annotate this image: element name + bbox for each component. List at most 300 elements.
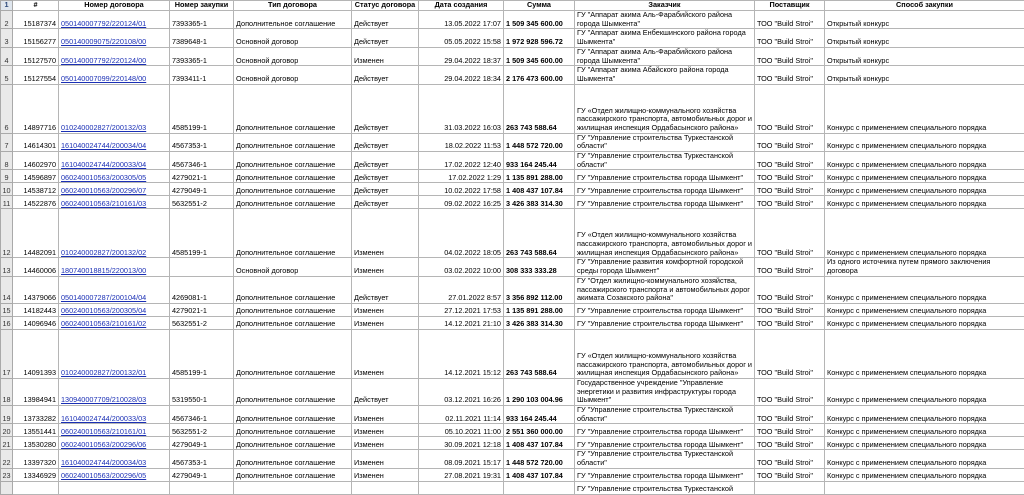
cell-id[interactable]: 14897716	[13, 84, 59, 133]
cell-purchase-number[interactable]: 4279021-1	[170, 170, 234, 183]
cell-purchase-number[interactable]: 4279049-1	[170, 468, 234, 481]
cell-contract-type[interactable]: Дополнительное соглашение	[234, 303, 352, 316]
cell-created-date[interactable]: 17.02.2022 12:40	[419, 152, 504, 170]
cell-id[interactable]: 14379066	[13, 276, 59, 303]
cell-purchase-method[interactable]: Открытый конкурс	[825, 47, 1024, 65]
cell-contract-number[interactable]	[59, 11, 170, 29]
cell-id[interactable]: 13346929	[13, 468, 59, 481]
cell-customer[interactable]: ГУ "Аппарат акима Аль-Фарабийского района города Шымкента"	[575, 11, 755, 29]
contract-link[interactable]: 060240010563/200305/04	[61, 306, 147, 316]
cell-contract-type[interactable]: Дополнительное соглашение	[234, 11, 352, 29]
cell-created-date[interactable]: 14.12.2021 15:12	[419, 329, 504, 378]
cell-contract-status[interactable]: Изменен	[352, 303, 419, 316]
cell-purchase-method[interactable]: Конкурс с применением специального порядка	[825, 183, 1024, 196]
cell-contract-status[interactable]: Изменен	[352, 406, 419, 424]
cell-purchase-method[interactable]	[825, 481, 1024, 494]
cell-customer[interactable]: ГУ "Аппарат акима Абайского района города Шымкента"	[575, 66, 755, 84]
cell-purchase-number[interactable]: 4279049-1	[170, 183, 234, 196]
cell-contract-status[interactable]: Изменен	[352, 424, 419, 437]
cell-contract-type[interactable]: Дополнительное соглашение	[234, 437, 352, 450]
cell-contract-status[interactable]: Действует	[352, 11, 419, 29]
row-number[interactable]: 5	[1, 66, 13, 84]
cell-customer[interactable]: ГУ "Управление строительства города Шымкент"	[575, 303, 755, 316]
cell-contract-status[interactable]: Действует	[352, 152, 419, 170]
cell-supplier[interactable]: ТОО "Build Stroi"	[755, 66, 825, 84]
cell-amount[interactable]: 1 290 103 004.96	[504, 378, 575, 405]
contract-link[interactable]: 161040024744/200034/04	[61, 141, 147, 151]
table-row	[1, 303, 1024, 316]
contract-link[interactable]: 050140007287/200104/04	[61, 293, 147, 303]
row-number[interactable]: 2	[1, 11, 13, 29]
cell-purchase-method[interactable]: Конкурс с применением специального порядка	[825, 170, 1024, 183]
row-number[interactable]: 4	[1, 47, 13, 65]
cell-id[interactable]: 14596897	[13, 170, 59, 183]
cell-purchase-number[interactable]: 4585199-1	[170, 329, 234, 378]
cell-contract-number[interactable]	[59, 258, 170, 276]
row-number[interactable]: 18	[1, 378, 13, 405]
cell-contract-number[interactable]	[59, 183, 170, 196]
cell-created-date[interactable]: 09.02.2022 16:25	[419, 196, 504, 209]
cell-supplier[interactable]: ТОО "Build Stroi"	[755, 209, 825, 258]
contract-link[interactable]: 010240002827/200132/02	[61, 247, 147, 257]
cell-purchase-number[interactable]: 4567353-1	[170, 450, 234, 468]
row-number[interactable]: 7	[1, 133, 13, 151]
cell-contract-type[interactable]: Основной договор	[234, 29, 352, 47]
table-row	[1, 437, 1024, 450]
cell-purchase-number[interactable]: 4269081-1	[170, 276, 234, 303]
cell-contract-type[interactable]	[234, 481, 352, 494]
cell-contract-status[interactable]: Действует	[352, 183, 419, 196]
cell-supplier[interactable]: ТОО "Build Stroi"	[755, 424, 825, 437]
cell-supplier[interactable]: ТОО "Build Stroi"	[755, 183, 825, 196]
table-row	[1, 258, 1024, 276]
cell-contract-type[interactable]: Дополнительное соглашение	[234, 450, 352, 468]
column-header-contract-number[interactable]: Номер договора	[59, 1, 170, 11]
cell-contract-status[interactable]: Изменен	[352, 437, 419, 450]
cell-purchase-number[interactable]: 5319550-1	[170, 378, 234, 405]
cell-customer[interactable]: ГУ «Отдел жилищно-коммунального хозяйства пассажирского транспорта, автомобильных дорог и жилищная инспекция Ордабасынского района»	[575, 209, 755, 258]
cell-purchase-number[interactable]	[170, 258, 234, 276]
cell-purchase-number[interactable]: 4279049-1	[170, 437, 234, 450]
column-header-created-date[interactable]: Дата создания	[419, 1, 504, 11]
cell-contract-number[interactable]	[59, 170, 170, 183]
cell-purchase-method[interactable]: Конкурс с применением специального порядка	[825, 450, 1024, 468]
cell-contract-number[interactable]	[59, 316, 170, 329]
contract-link[interactable]: 060240010563/200305/05	[61, 172, 147, 182]
cell-supplier[interactable]: ТОО "Build Stroi"	[755, 437, 825, 450]
cell-purchase-method[interactable]: Конкурс с применением специального порядка	[825, 196, 1024, 209]
cell-contract-number[interactable]	[59, 468, 170, 481]
column-header-purchase-number[interactable]: Номер закупки	[170, 1, 234, 11]
cell-created-date[interactable]: 03.02.2022 10:00	[419, 258, 504, 276]
cell-created-date[interactable]: 03.12.2021 16:26	[419, 378, 504, 405]
cell-purchase-number[interactable]: 5632551-2	[170, 316, 234, 329]
cell-amount[interactable]: 1 408 437 107.84	[504, 183, 575, 196]
cell-created-date[interactable]: 31.03.2022 16:03	[419, 84, 504, 133]
cell-created-date[interactable]: 29.04.2022 18:34	[419, 66, 504, 84]
cell-amount[interactable]: 263 743 588.64	[504, 84, 575, 133]
row-number[interactable]: 13	[1, 258, 13, 276]
cell-created-date[interactable]: 13.05.2022 17:07	[419, 11, 504, 29]
row-number[interactable]: 22	[1, 450, 13, 468]
cell-contract-number[interactable]	[59, 29, 170, 47]
cell-contract-type[interactable]: Дополнительное соглашение	[234, 152, 352, 170]
cell-id[interactable]: 15127554	[13, 66, 59, 84]
cell-amount[interactable]: 263 743 588.64	[504, 329, 575, 378]
cell-supplier[interactable]: ТОО "Build Stroi"	[755, 84, 825, 133]
cell-amount[interactable]	[504, 481, 575, 494]
cell-contract-type[interactable]: Дополнительное соглашение	[234, 406, 352, 424]
cell-amount[interactable]: 263 743 588.64	[504, 209, 575, 258]
cell-contract-status[interactable]: Изменен	[352, 316, 419, 329]
cell-created-date[interactable]: 27.01.2022 8:57	[419, 276, 504, 303]
cell-customer[interactable]: ГУ «Отдел жилищно-коммунального хозяйства пассажирского транспорта, автомобильных дорог и жилищная инспекция Ордабасынского района»	[575, 329, 755, 378]
cell-contract-number[interactable]	[59, 378, 170, 405]
row-number[interactable]: 20	[1, 424, 13, 437]
cell-supplier[interactable]: ТОО "Build Stroi"	[755, 258, 825, 276]
cell-customer[interactable]: ГУ "Управление строительства Туркестанской	[575, 481, 755, 494]
cell-purchase-method[interactable]: Конкурс с применением специального порядка	[825, 133, 1024, 151]
cell-contract-type[interactable]: Дополнительное соглашение	[234, 209, 352, 258]
cell-amount[interactable]: 308 333 333.28	[504, 258, 575, 276]
contract-link[interactable]: 050140007792/220124/00	[61, 55, 147, 65]
cell-id[interactable]: 15187374	[13, 11, 59, 29]
cell-purchase-number[interactable]: 5632551-2	[170, 424, 234, 437]
cell-contract-number[interactable]	[59, 406, 170, 424]
cell-supplier[interactable]: ТОО "Build Stroi"	[755, 450, 825, 468]
cell-created-date[interactable]: 30.09.2021 12:18	[419, 437, 504, 450]
cell-contract-number[interactable]	[59, 303, 170, 316]
cell-purchase-number[interactable]: 4567346-1	[170, 406, 234, 424]
cell-id[interactable]	[13, 481, 59, 494]
row-number[interactable]: 12	[1, 209, 13, 258]
cell-purchase-number[interactable]: 4567346-1	[170, 152, 234, 170]
column-header-hash[interactable]: #	[13, 1, 59, 11]
header-row	[1, 1, 1024, 11]
cell-contract-type[interactable]: Дополнительное соглашение	[234, 378, 352, 405]
cell-amount[interactable]: 1 135 891 288.00	[504, 170, 575, 183]
cell-purchase-number[interactable]: 4585199-1	[170, 84, 234, 133]
cell-purchase-method[interactable]: Конкурс с применением специального порядка	[825, 152, 1024, 170]
cell-contract-number[interactable]	[59, 437, 170, 450]
cell-customer[interactable]: ГУ "Управление строительства города Шымкент"	[575, 316, 755, 329]
cell-amount[interactable]: 3 426 383 314.30	[504, 316, 575, 329]
table-row	[1, 378, 1024, 405]
contract-link[interactable]: 130940007709/210028/03	[61, 395, 147, 405]
cell-created-date[interactable]: 29.04.2022 18:37	[419, 47, 504, 65]
table-body	[1, 11, 1024, 495]
cell-contract-number[interactable]	[59, 133, 170, 151]
cell-amount[interactable]: 933 164 245.44	[504, 406, 575, 424]
cell-customer[interactable]: ГУ "Управление строительства города Шымкент"	[575, 424, 755, 437]
cell-contract-type[interactable]: Дополнительное соглашение	[234, 84, 352, 133]
cell-contract-number[interactable]	[59, 329, 170, 378]
cell-purchase-number[interactable]: 4279021-1	[170, 303, 234, 316]
cell-customer[interactable]: ГУ "Отдел жилищно-коммунального хозяйства, пассажирского транспорта и автомобильных дорог акимата Созакского района"	[575, 276, 755, 303]
contract-link[interactable]: 050140007792/220124/01	[61, 18, 147, 28]
cell-amount[interactable]: 933 164 245.44	[504, 152, 575, 170]
cell-id[interactable]: 14091393	[13, 329, 59, 378]
cell-purchase-number[interactable]: 5632551-2	[170, 196, 234, 209]
cell-supplier[interactable]	[755, 481, 825, 494]
cell-created-date[interactable]: 08.09.2021 15:17	[419, 450, 504, 468]
column-header-purchase-method[interactable]: Способ закупки	[825, 1, 1024, 11]
cell-amount[interactable]: 1 972 928 596.72	[504, 29, 575, 47]
row-number[interactable]: 23	[1, 468, 13, 481]
cell-id[interactable]: 14522876	[13, 196, 59, 209]
contract-link[interactable]: 060240010563/200296/06	[61, 439, 147, 449]
cell-customer[interactable]: ГУ "Управление строительства города Шымкент"	[575, 170, 755, 183]
cell-contract-type[interactable]: Дополнительное соглашение	[234, 276, 352, 303]
cell-contract-status[interactable]: Действует	[352, 170, 419, 183]
cell-amount[interactable]: 1 448 572 720.00	[504, 133, 575, 151]
cell-purchase-number[interactable]: 4567353-1	[170, 133, 234, 151]
cell-purchase-number[interactable]: 7389648-1	[170, 29, 234, 47]
cell-id[interactable]: 13984941	[13, 378, 59, 405]
table-row	[1, 47, 1024, 65]
cell-purchase-method[interactable]: Из одного источника путем прямого заключения договора	[825, 258, 1024, 276]
cell-purchase-method[interactable]: Конкурс с применением специального порядка	[825, 84, 1024, 133]
cell-purchase-method[interactable]: Открытый конкурс	[825, 66, 1024, 84]
column-header-supplier[interactable]: Поставщик	[755, 1, 825, 11]
cell-purchase-method[interactable]: Конкурс с применением специального порядка	[825, 209, 1024, 258]
cell-contract-status[interactable]: Изменен	[352, 209, 419, 258]
cell-contract-status[interactable]: Изменен	[352, 329, 419, 378]
cell-contract-type[interactable]: Основной договор	[234, 66, 352, 84]
cell-amount[interactable]: 1 135 891 288.00	[504, 303, 575, 316]
cell-customer[interactable]: ГУ "Управление строительства Туркестанской области"	[575, 406, 755, 424]
cell-contract-number[interactable]	[59, 84, 170, 133]
cell-purchase-method[interactable]: Конкурс с применением специального порядка	[825, 316, 1024, 329]
cell-contract-status[interactable]: Действует	[352, 84, 419, 133]
cell-created-date[interactable]: 27.12.2021 17:53	[419, 303, 504, 316]
cell-amount[interactable]: 2 176 473 600.00	[504, 66, 575, 84]
cell-customer[interactable]: Государственное учреждение "Управление энергетики и развития инфраструктуры города Шымкент"	[575, 378, 755, 405]
cell-id[interactable]: 13530280	[13, 437, 59, 450]
table-row	[1, 424, 1024, 437]
cell-contract-number[interactable]	[59, 66, 170, 84]
contract-link[interactable]: 060240010563/200296/05	[61, 471, 147, 481]
row-number[interactable]: 6	[1, 84, 13, 133]
cell-supplier[interactable]: ТОО "Build Stroi"	[755, 29, 825, 47]
contract-link[interactable]: 050140007099/220148/00	[61, 73, 147, 83]
cell-contract-status[interactable]: Изменен	[352, 450, 419, 468]
column-header-customer[interactable]: Заказчик	[575, 1, 755, 11]
cell-amount[interactable]: 1 509 345 600.00	[504, 11, 575, 29]
cell-contract-type[interactable]: Дополнительное соглашение	[234, 196, 352, 209]
cell-customer[interactable]: ГУ "Управление строительства Туркестанской области"	[575, 450, 755, 468]
cell-supplier[interactable]: ТОО "Build Stroi"	[755, 329, 825, 378]
cell-amount[interactable]: 1 408 437 107.84	[504, 468, 575, 481]
cell-id[interactable]: 13733282	[13, 406, 59, 424]
contract-link[interactable]: 060240010563/210161/01	[61, 426, 147, 436]
cell-contract-number[interactable]	[59, 209, 170, 258]
cell-supplier[interactable]: ТОО "Build Stroi"	[755, 170, 825, 183]
cell-purchase-number[interactable]: 4585199-1	[170, 209, 234, 258]
cell-contract-type[interactable]: Дополнительное соглашение	[234, 329, 352, 378]
row-number[interactable]: 1	[1, 1, 13, 11]
cell-purchase-number[interactable]: 7393411-1	[170, 66, 234, 84]
contract-link[interactable]: 010240002827/200132/01	[61, 368, 147, 378]
cell-contract-number[interactable]	[59, 276, 170, 303]
cell-customer[interactable]: ГУ "Аппарат акима Енбекшинского района города Шымкента"	[575, 29, 755, 47]
cell-created-date[interactable]: 10.02.2022 17:58	[419, 183, 504, 196]
cell-contract-type[interactable]: Дополнительное соглашение	[234, 316, 352, 329]
cell-customer[interactable]: ГУ "Управление строительства Туркестанской области"	[575, 152, 755, 170]
cell-id[interactable]: 13397320	[13, 450, 59, 468]
cell-created-date[interactable]: 17.02.2022 1:29	[419, 170, 504, 183]
cell-amount[interactable]: 1 408 437 107.84	[504, 437, 575, 450]
cell-supplier[interactable]: ТОО "Build Stroi"	[755, 133, 825, 151]
cell-purchase-number[interactable]: 7393365-1	[170, 47, 234, 65]
cell-purchase-method[interactable]: Конкурс с применением специального порядка	[825, 329, 1024, 378]
cell-purchase-method[interactable]: Конкурс с применением специального порядка	[825, 276, 1024, 303]
cell-contract-status[interactable]: Действует	[352, 29, 419, 47]
cell-id[interactable]: 14460006	[13, 258, 59, 276]
cell-purchase-method[interactable]: Конкурс с применением специального порядка	[825, 468, 1024, 481]
cell-customer[interactable]: ГУ "Аппарат акима Аль-Фарабийского района города Шымкента"	[575, 47, 755, 65]
row-number[interactable]: 10	[1, 183, 13, 196]
table-row	[1, 450, 1024, 468]
table-row	[1, 183, 1024, 196]
contract-link[interactable]: 161040024744/200034/03	[61, 458, 147, 468]
cell-purchase-method[interactable]: Открытый конкурс	[825, 11, 1024, 29]
cell-contract-type[interactable]: Дополнительное соглашение	[234, 424, 352, 437]
cell-id[interactable]: 14538712	[13, 183, 59, 196]
cell-contract-number[interactable]	[59, 450, 170, 468]
cell-contract-status[interactable]: Действует	[352, 133, 419, 151]
contract-link[interactable]: 060240010563/210161/02	[61, 319, 147, 329]
cell-customer[interactable]: ГУ "Управление строительства города Шымкент"	[575, 468, 755, 481]
cell-purchase-method[interactable]: Конкурс с применением специального порядка	[825, 303, 1024, 316]
cell-contract-status[interactable]	[352, 481, 419, 494]
cell-id[interactable]: 14602970	[13, 152, 59, 170]
cell-supplier[interactable]: ТОО "Build Stroi"	[755, 196, 825, 209]
cell-contract-number[interactable]	[59, 152, 170, 170]
cell-created-date[interactable]: 05.10.2021 11:00	[419, 424, 504, 437]
cell-created-date[interactable]: 02.11.2021 11:14	[419, 406, 504, 424]
cell-amount[interactable]: 1 448 572 720.00	[504, 450, 575, 468]
cell-contract-type[interactable]: Дополнительное соглашение	[234, 183, 352, 196]
column-header-contract-type[interactable]: Тип договора	[234, 1, 352, 11]
cell-contract-status[interactable]: Действует	[352, 196, 419, 209]
cell-contract-number[interactable]	[59, 47, 170, 65]
column-header-amount[interactable]: Сумма	[504, 1, 575, 11]
row-number[interactable]: 3	[1, 29, 13, 47]
cell-supplier[interactable]: ТОО "Build Stroi"	[755, 276, 825, 303]
cell-purchase-method[interactable]: Конкурс с применением специального порядка	[825, 424, 1024, 437]
cell-purchase-method[interactable]: Открытый конкурс	[825, 29, 1024, 47]
cell-id[interactable]: 15127570	[13, 47, 59, 65]
cell-supplier[interactable]: ТОО "Build Stroi"	[755, 152, 825, 170]
cell-contract-number[interactable]	[59, 196, 170, 209]
cell-created-date[interactable]: 04.02.2022 18:05	[419, 209, 504, 258]
cell-contract-type[interactable]: Дополнительное соглашение	[234, 133, 352, 151]
cell-amount[interactable]: 2 551 360 000.00	[504, 424, 575, 437]
cell-created-date[interactable]: 05.05.2022 15:58	[419, 29, 504, 47]
cell-amount[interactable]: 1 509 345 600.00	[504, 47, 575, 65]
cell-purchase-number[interactable]: 7393365-1	[170, 11, 234, 29]
cell-contract-status[interactable]: Действует	[352, 66, 419, 84]
contract-link[interactable]: 180740018815/220013/00	[61, 266, 147, 276]
cell-amount[interactable]: 3 426 383 314.30	[504, 196, 575, 209]
cell-created-date[interactable]: 27.08.2021 19:31	[419, 468, 504, 481]
cell-supplier[interactable]: ТОО "Build Stroi"	[755, 406, 825, 424]
row-number[interactable]: 11	[1, 196, 13, 209]
cell-purchase-method[interactable]: Конкурс с применением специального порядка	[825, 406, 1024, 424]
cell-customer[interactable]: ГУ "Управление строительства Туркестанской области"	[575, 133, 755, 151]
cell-contract-status[interactable]: Изменен	[352, 47, 419, 65]
cell-id[interactable]: 14614301	[13, 133, 59, 151]
contract-link[interactable]: 010240002827/200132/03	[61, 122, 147, 132]
cell-contract-status[interactable]: Действует	[352, 378, 419, 405]
cell-contract-status[interactable]: Изменен	[352, 258, 419, 276]
cell-created-date[interactable]: 14.12.2021 21:10	[419, 316, 504, 329]
cell-created-date[interactable]: 18.02.2022 11:53	[419, 133, 504, 151]
row-number[interactable]: 14	[1, 276, 13, 303]
cell-contract-status[interactable]: Изменен	[352, 468, 419, 481]
contract-link[interactable]: 161040024744/200033/03	[61, 413, 147, 423]
cell-customer[interactable]: ГУ "Управление строительства города Шымкент"	[575, 183, 755, 196]
cell-id[interactable]: 14482091	[13, 209, 59, 258]
cell-customer[interactable]: ГУ "Управление строительства города Шымкент"	[575, 437, 755, 450]
row-number[interactable]: 17	[1, 329, 13, 378]
row-number[interactable]: 21	[1, 437, 13, 450]
cell-contract-type[interactable]: Основной договор	[234, 258, 352, 276]
row-number[interactable]: 19	[1, 406, 13, 424]
cell-supplier[interactable]: ТОО "Build Stroi"	[755, 47, 825, 65]
contract-link[interactable]: 060240010563/210161/03	[61, 198, 147, 208]
cell-customer[interactable]: ГУ «Отдел жилищно-коммунального хозяйства пассажирского транспорта, автомобильных дорог и жилищная инспекция Ордабасынского района»	[575, 84, 755, 133]
row-number[interactable]: 8	[1, 152, 13, 170]
table-row	[1, 152, 1024, 170]
cell-purchase-method[interactable]: Конкурс с применением специального порядка	[825, 378, 1024, 405]
contract-link[interactable]: 050140009075/220108/00	[61, 37, 147, 47]
cell-customer[interactable]: ГУ "Управление развития комфортной городской среды города Шымкент"	[575, 258, 755, 276]
column-header-contract-status[interactable]: Статус договора	[352, 1, 419, 11]
table-row	[1, 329, 1024, 378]
cell-supplier[interactable]: ТОО "Build Stroi"	[755, 378, 825, 405]
contract-link[interactable]: 060240010563/200296/07	[61, 185, 147, 195]
cell-contract-number[interactable]	[59, 481, 170, 494]
cell-id[interactable]: 14182443	[13, 303, 59, 316]
cell-purchase-method[interactable]: Конкурс с применением специального порядка	[825, 437, 1024, 450]
cell-supplier[interactable]: ТОО "Build Stroi"	[755, 303, 825, 316]
cell-id[interactable]: 15156277	[13, 29, 59, 47]
cell-id[interactable]: 14096946	[13, 316, 59, 329]
cell-supplier[interactable]: ТОО "Build Stroi"	[755, 316, 825, 329]
cell-contract-type[interactable]: Дополнительное соглашение	[234, 170, 352, 183]
cell-contract-type[interactable]: Основной договор	[234, 47, 352, 65]
cell-contract-status[interactable]: Действует	[352, 276, 419, 303]
cell-customer[interactable]: ГУ "Управление строительства города Шымкент"	[575, 196, 755, 209]
table-row	[1, 468, 1024, 481]
cell-created-date[interactable]	[419, 481, 504, 494]
cell-contract-number[interactable]	[59, 424, 170, 437]
table-row	[1, 196, 1024, 209]
row-number[interactable]	[1, 481, 13, 494]
row-number[interactable]: 16	[1, 316, 13, 329]
cell-contract-type[interactable]: Дополнительное соглашение	[234, 468, 352, 481]
cell-amount[interactable]: 3 356 892 112.00	[504, 276, 575, 303]
cell-id[interactable]: 13551441	[13, 424, 59, 437]
contract-link[interactable]: 161040024744/200033/04	[61, 159, 147, 169]
cell-purchase-number[interactable]	[170, 481, 234, 494]
row-number[interactable]: 15	[1, 303, 13, 316]
cell-supplier[interactable]: ТОО "Build Stroi"	[755, 11, 825, 29]
cell-supplier[interactable]: ТОО "Build Stroi"	[755, 468, 825, 481]
row-number[interactable]: 9	[1, 170, 13, 183]
